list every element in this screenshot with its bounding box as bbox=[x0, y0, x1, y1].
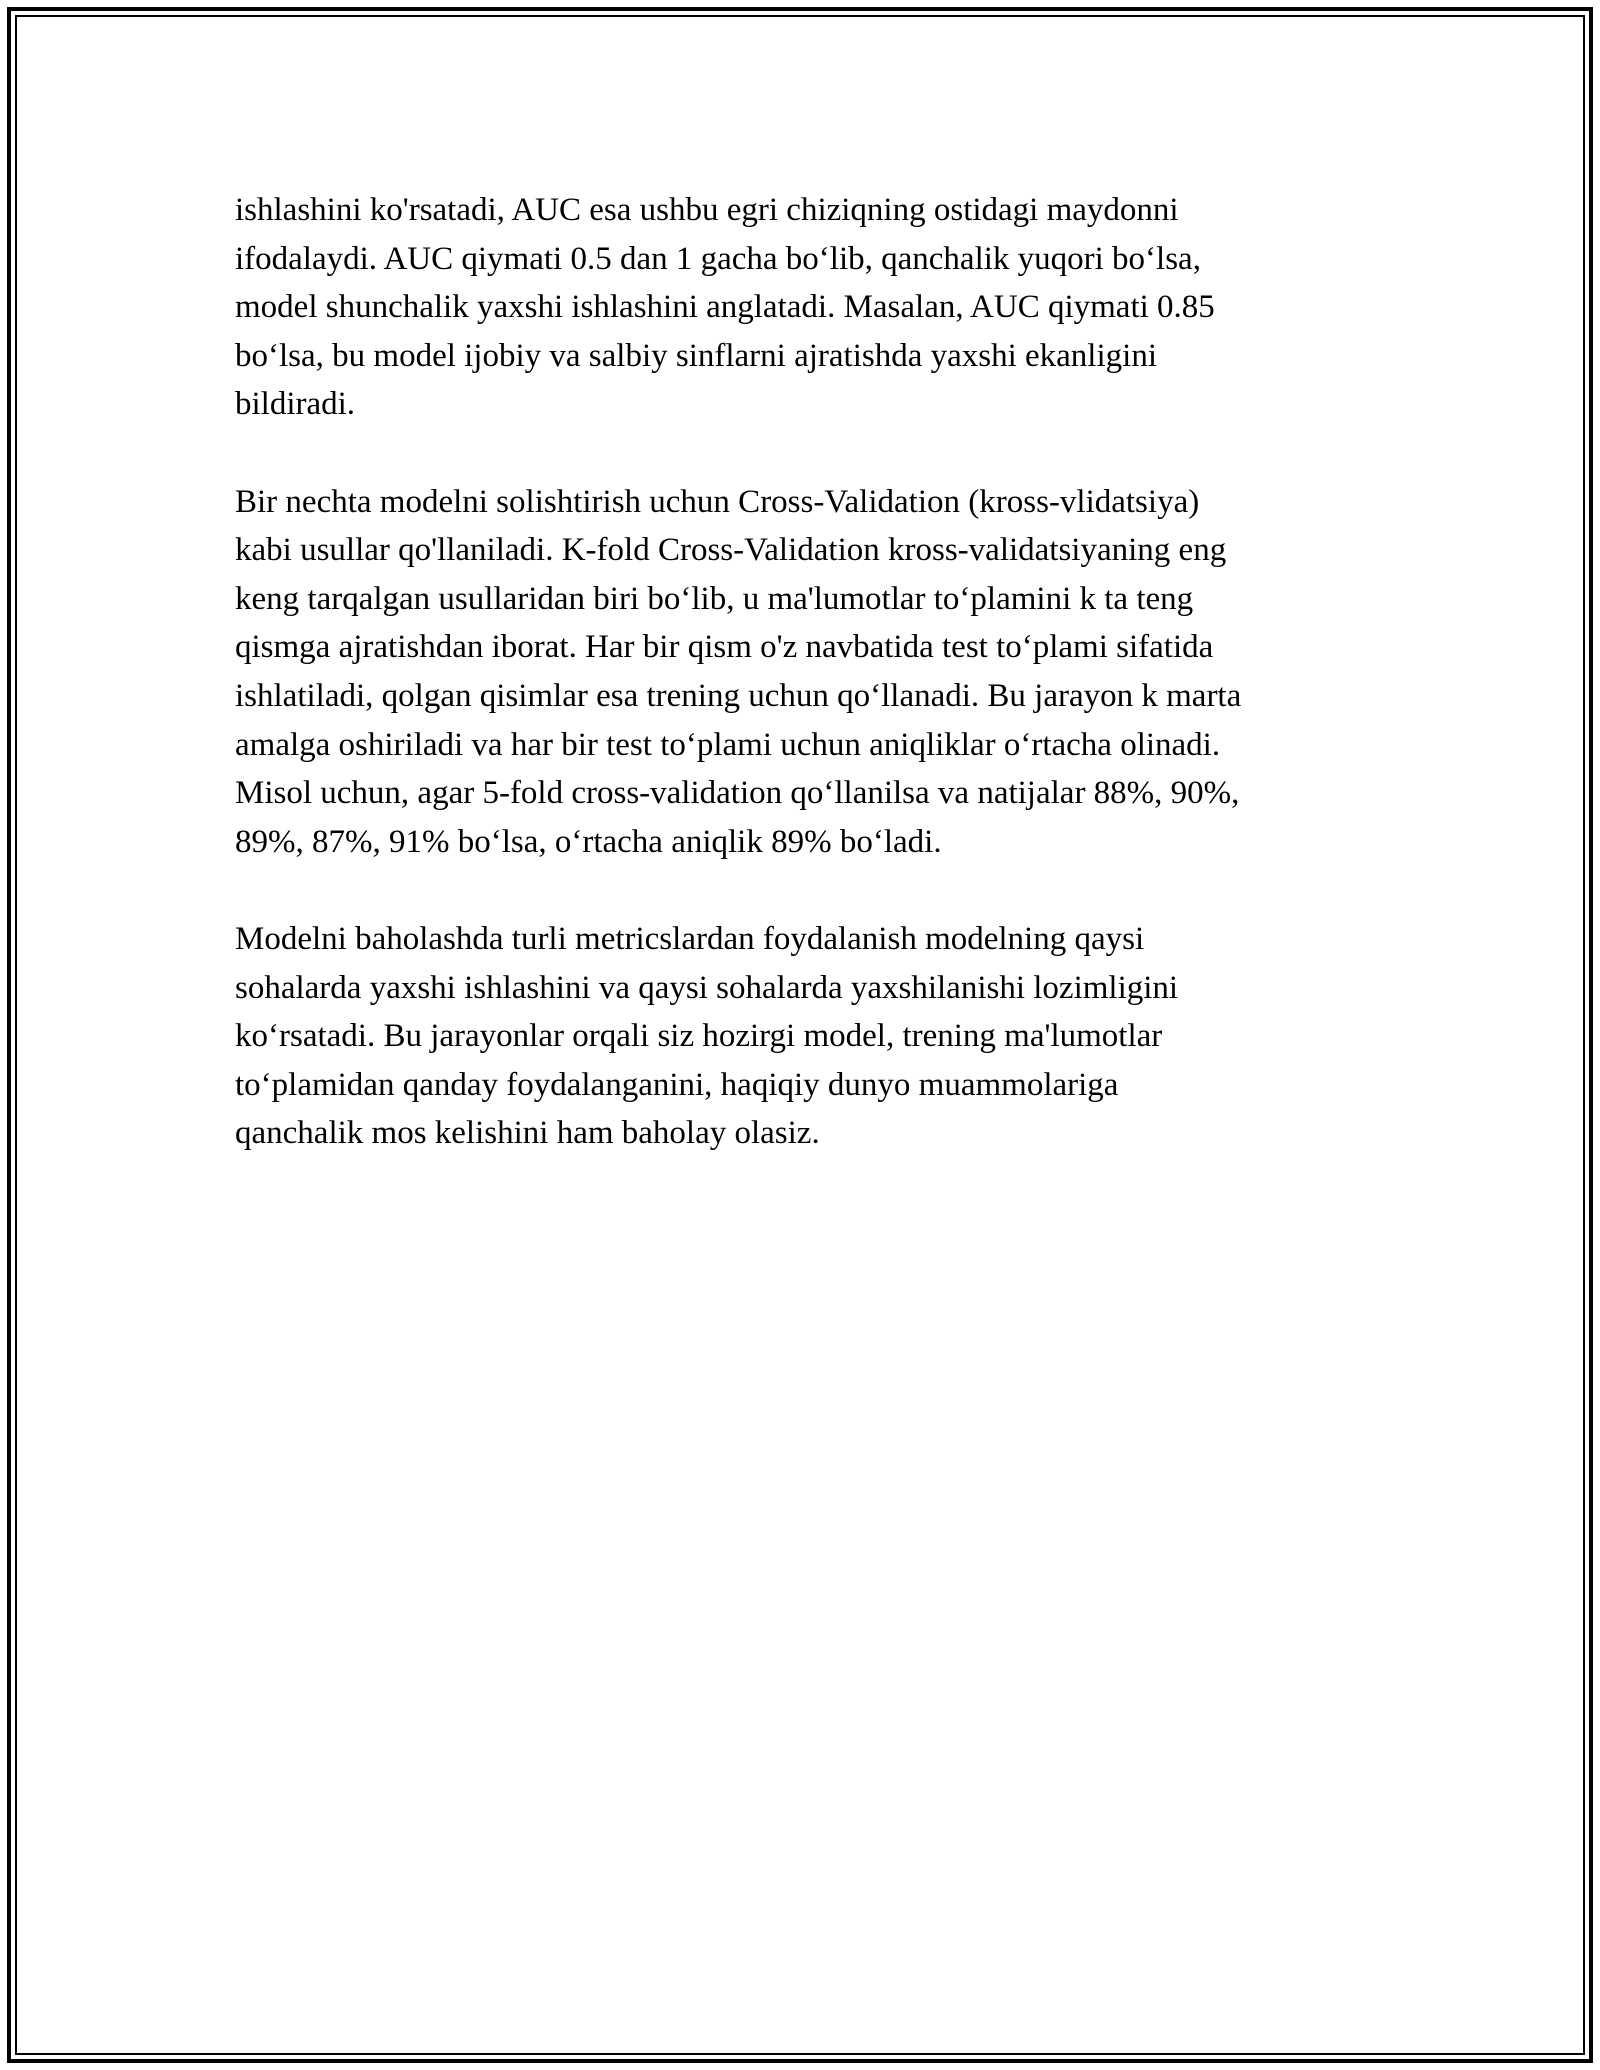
text-line: amalga oshiriladi va har bir test to‘plami uchun aniqliklar o‘rtacha olinadi. bbox=[235, 726, 1221, 763]
document-body bbox=[235, 186, 1375, 1206]
paragraph-auc bbox=[235, 186, 1375, 429]
paragraph-metrics bbox=[235, 915, 1375, 1158]
text-line: ishlashini ko'rsatadi, AUC esa ushbu egri chiziqning ostidagi maydonni bbox=[235, 192, 1179, 228]
paragraph-cross-validation bbox=[235, 478, 1375, 867]
text-line: kabi usullar qo'llaniladi. K-fold Cross-Validation kross-validatsiyaning eng bbox=[235, 532, 1227, 569]
text-line: bo‘lsa, bu model ijobiy va salbiy sinflarni ajratishda yaxshi ekanligini bbox=[235, 337, 1157, 374]
text-line: Modelni baholashda turli metricslardan foydalanish modelning qaysi bbox=[235, 920, 1145, 957]
text-line: sohalarda yaxshi ishlashini va qaysi sohalarda yaxshilanishi lozimligini bbox=[235, 969, 1179, 1006]
text-line: keng tarqalgan usullaridan biri bo‘lib, u ma'lumotlar to‘plamini k ta teng bbox=[235, 580, 1194, 617]
text-line: Bir nechta modelni solishtirish uchun Cross-Validation (kross-vlidatsiya) bbox=[235, 483, 1200, 520]
text-line: ko‘rsatadi. Bu jarayonlar orqali siz hozirgi model, trening ma'lumotlar bbox=[235, 1018, 1163, 1055]
text-line: ifodalaydi. AUC qiymati 0.5 dan 1 gacha bo‘lib, qanchalik yuqori bo‘lsa, bbox=[235, 240, 1201, 277]
text-line: Misol uchun, agar 5-fold cross-validation qo‘llanilsa va natijalar 88%, 90%, bbox=[235, 775, 1240, 812]
text-line: to‘plamidan qanday foydalanganini, haqiqiy dunyo muammolariga bbox=[235, 1066, 1119, 1103]
text-line: qismga ajratishdan iborat. Har bir qism o'z navbatida test to‘plami sifatida bbox=[235, 629, 1214, 666]
text-line: model shunchalik yaxshi ishlashini anglatadi. Masalan, AUC qiymati 0.85 bbox=[235, 289, 1215, 326]
text-line: ishlatiladi, qolgan qisimlar esa trening uchun qo‘llanadi. Bu jarayon k marta bbox=[235, 677, 1242, 714]
text-line: 89%, 87%, 91% bo‘lsa, o‘rtacha aniqlik 89% bo‘ladi. bbox=[235, 823, 942, 860]
text-line: bildiradi. bbox=[235, 386, 356, 423]
text-line: qanchalik mos kelishini ham baholay olasiz. bbox=[235, 1115, 820, 1152]
